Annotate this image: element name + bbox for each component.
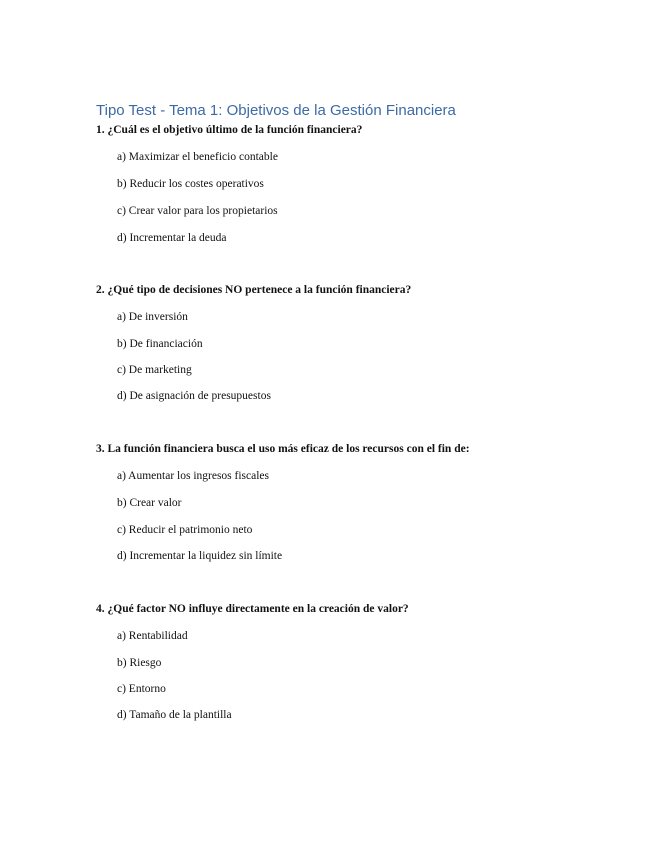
question-1-option-d: d) Incrementar la deuda xyxy=(117,232,227,244)
question-3-option-a: a) Aumentar los ingresos fiscales xyxy=(117,470,270,482)
question-3-option-d: d) Incrementar la liquidez sin límite xyxy=(117,550,283,562)
question-4-option-c: c) Entorno xyxy=(117,683,166,695)
question-3-option-c: c) Reducir el patrimonio neto xyxy=(117,524,253,536)
question-4: 4. ¿Qué factor NO influye directamente en la creación de valor? xyxy=(96,603,409,615)
question-1: 1. ¿Cuál es el objetivo último de la función financiera? xyxy=(96,124,363,136)
question-2-option-d: d) De asignación de presupuestos xyxy=(117,390,271,402)
question-1-option-a: a) Maximizar el beneficio contable xyxy=(117,151,278,163)
question-1-option-c: c) Crear valor para los propietarios xyxy=(117,205,278,217)
question-2-option-a: a) De inversión xyxy=(117,311,188,323)
question-3: 3. La función financiera busca el uso más eficaz de los recursos con el fin de: xyxy=(96,443,470,455)
question-2: 2. ¿Qué tipo de decisiones NO pertenece a la función financiera? xyxy=(96,284,412,296)
question-1-option-b: b) Reducir los costes operativos xyxy=(117,178,264,190)
question-2-option-b: b) De financiación xyxy=(117,338,203,350)
question-4-option-b: b) Riesgo xyxy=(117,657,162,669)
question-2-option-c: c) De marketing xyxy=(117,364,192,376)
document-title: Tipo Test - Tema 1: Objetivos de la Gestión Financiera xyxy=(96,102,456,119)
question-3-option-b: b) Crear valor xyxy=(117,497,182,509)
question-4-option-a: a) Rentabilidad xyxy=(117,630,188,642)
question-4-option-d: d) Tamaño de la plantilla xyxy=(117,709,232,721)
